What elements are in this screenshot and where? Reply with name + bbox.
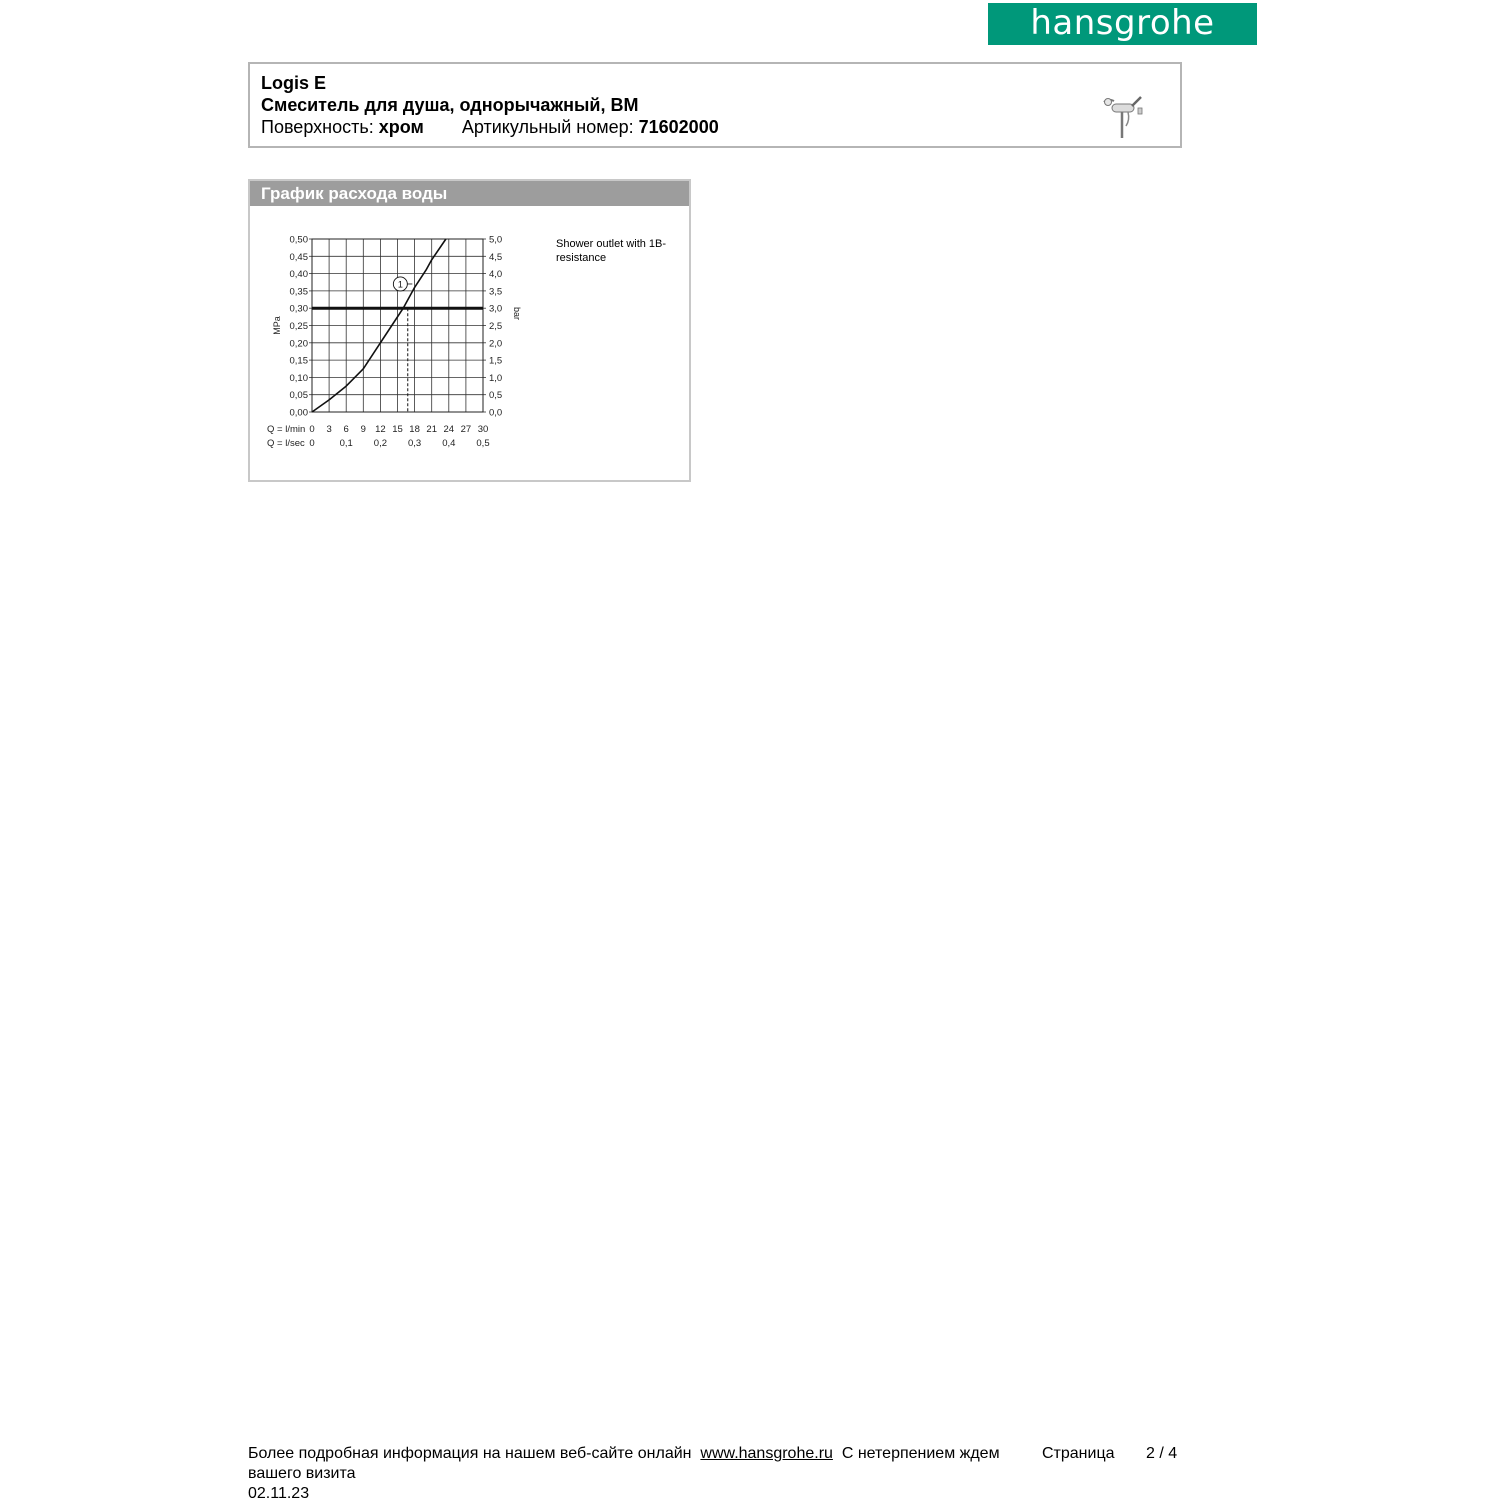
- surface-value: хром: [378, 117, 424, 137]
- y-tick-label-left: 0,35: [289, 286, 308, 298]
- x-tick-label-lmin: 0: [309, 424, 315, 435]
- y-tick-label-right: 2,0: [489, 338, 503, 350]
- y-tick-label-left: 0,50: [289, 234, 308, 246]
- hansgrohe-logo: hansgrohe: [988, 3, 1257, 45]
- y-tick-label-left: 0,20: [289, 338, 308, 350]
- footer-info-text: Более подробная информация на нашем веб-сайте онлайн: [248, 1445, 692, 1462]
- x-tick-label-lmin: 18: [409, 424, 420, 435]
- product-header: [248, 62, 1182, 148]
- footer-date: 02.11.23: [248, 1485, 310, 1502]
- x-tick-label-lsec: 0,3: [407, 438, 422, 449]
- y-tick-label-right: 1,5: [489, 355, 503, 367]
- x-tick-label-lmin: 12: [375, 424, 386, 435]
- x-tick-label-lmin: 9: [360, 424, 366, 435]
- y-tick-label-right: 2,5: [489, 321, 503, 332]
- article-label: Артикульный номер:: [461, 117, 634, 137]
- y-tick-label-right: 1,0: [489, 372, 503, 384]
- x-tick-label-lsec: 0,2: [373, 438, 388, 449]
- x-axis-label-lmin: Q = l/min: [267, 424, 306, 435]
- footer-info: [248, 1444, 1000, 1464]
- x-tick-label-lmin: 30: [477, 424, 489, 435]
- y-tick-label-left: 0,30: [289, 303, 308, 315]
- x-tick-label-lmin: 27: [460, 424, 472, 435]
- series-marker-label: 1: [397, 279, 403, 290]
- x-tick-label-lsec: 0,1: [339, 438, 353, 449]
- x-tick-label-lmin: 21: [426, 424, 437, 435]
- x-tick-label-lmin: 15: [392, 424, 403, 435]
- y-tick-label-right: 5,0: [489, 234, 503, 246]
- x-axis-label-lsec: Q = l/sec: [267, 438, 305, 449]
- shower-mixer-icon: [1102, 94, 1146, 140]
- y-tick-label-left: 0,15: [289, 355, 308, 367]
- x-tick-label-lmin: 6: [343, 424, 349, 435]
- chart-legend-text: Shower outlet with 1B-resistance: [556, 238, 667, 264]
- y-tick-label-left: 0,45: [289, 251, 308, 263]
- y-tick-label-left: 0,00: [289, 407, 308, 419]
- y-tick-label-right: 0,0: [489, 407, 503, 419]
- y-tick-label-right: 4,0: [489, 269, 503, 281]
- footer-visit-text: С нетерпением ждем: [841, 1445, 1000, 1462]
- y-tick-label-left: 0,40: [289, 269, 308, 281]
- product-details: [261, 117, 719, 138]
- x-tick-label-lsec: 0,5: [476, 438, 490, 449]
- chart-section-title: График расхода воды: [250, 181, 689, 206]
- y-tick-label-right: 0,5: [489, 390, 503, 402]
- x-tick-label-lmin: 3: [326, 424, 332, 435]
- y-tick-label-left: 0,05: [289, 390, 308, 402]
- y-tick-label-right: 4,5: [489, 251, 503, 263]
- x-tick-label-lsec: 0,4: [442, 438, 456, 449]
- y-tick-label-left: 0,25: [289, 321, 308, 332]
- x-tick-label-lsec: 0: [309, 438, 315, 449]
- flow-chart-panel: [248, 179, 691, 482]
- y-tick-label-right: 3,5: [489, 286, 503, 298]
- footer-visit-text-2: вашего визита: [248, 1465, 356, 1482]
- product-line: Logis E: [261, 73, 327, 93]
- product-description: Смеситель для душа, однорычажный, ВМ: [261, 95, 639, 115]
- footer-page-number: 2 / 4: [1146, 1445, 1178, 1462]
- footer-page-label: Страница: [1042, 1445, 1115, 1462]
- footer-website-link[interactable]: www.hansgrohe.ru: [700, 1445, 833, 1462]
- y-tick-label-right: 3,0: [489, 303, 503, 315]
- y-tick-label-left: 0,10: [289, 372, 308, 384]
- y-axis-label-right: bar: [512, 306, 522, 321]
- article-value: 71602000: [638, 117, 719, 137]
- y-axis-label-left: MPa: [272, 316, 282, 335]
- surface-label: Поверхность:: [261, 117, 374, 137]
- x-tick-label-lmin: 24: [443, 424, 455, 435]
- flow-chart: [250, 181, 689, 480]
